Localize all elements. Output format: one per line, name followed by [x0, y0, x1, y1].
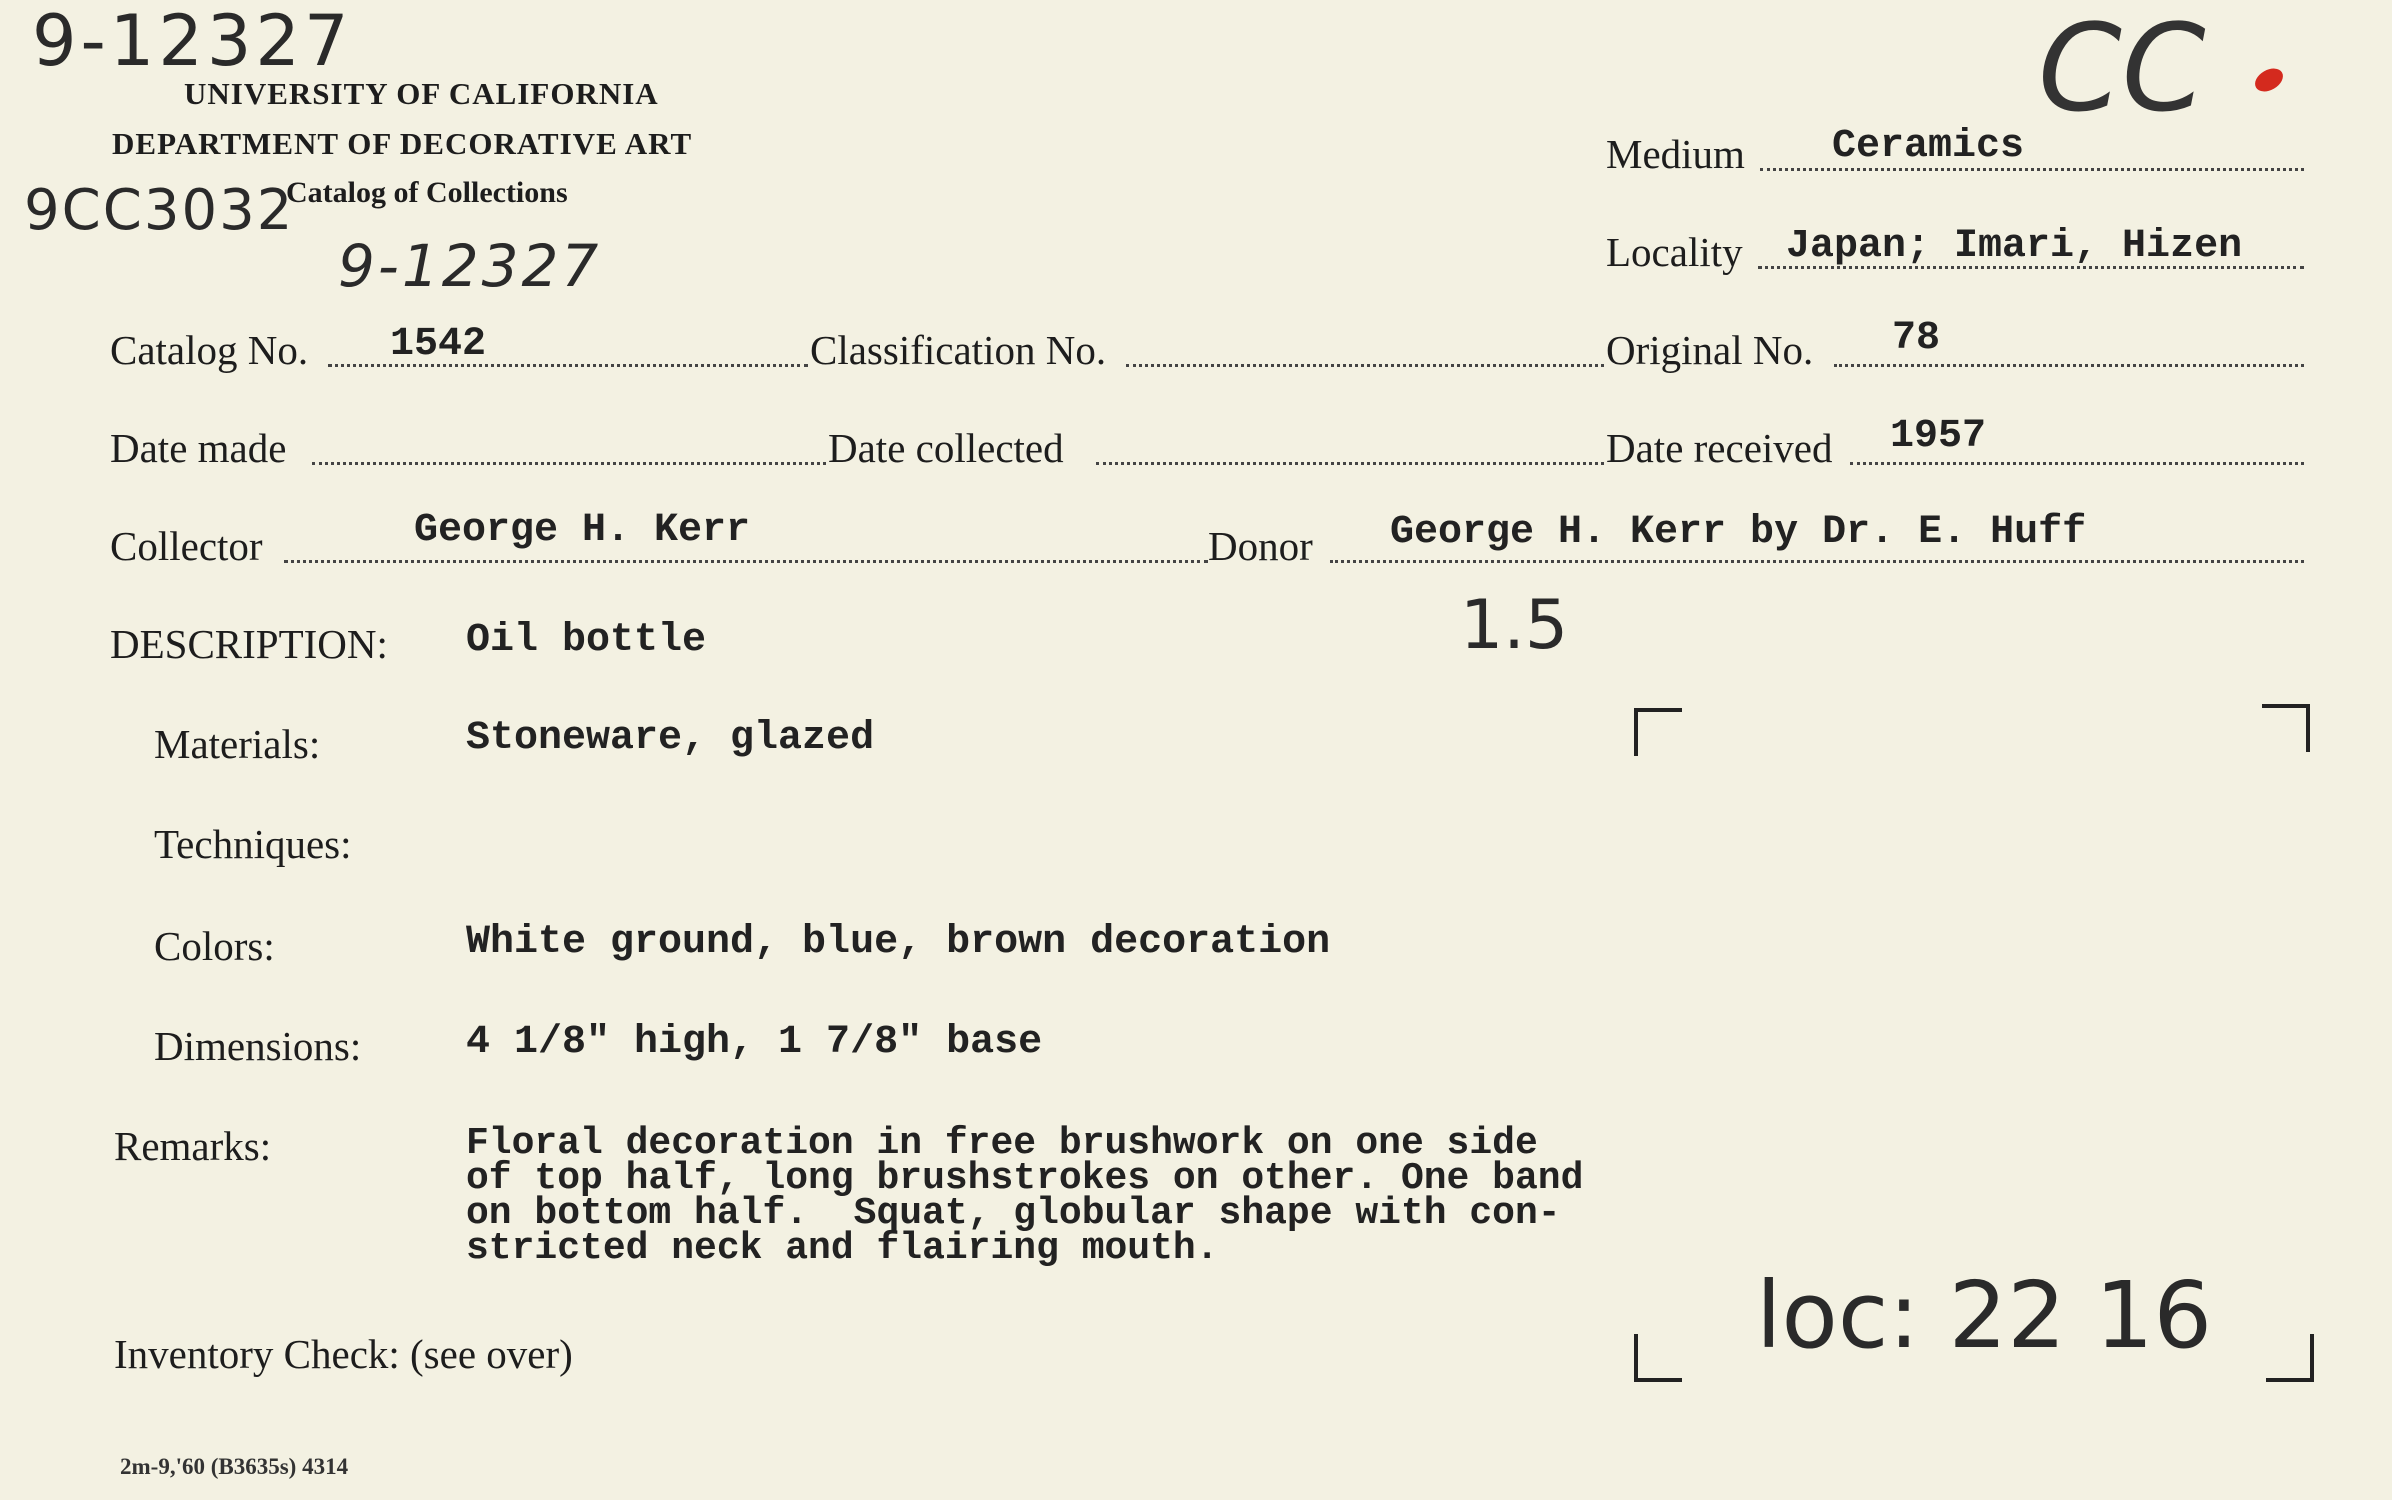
date-collected-line [1096, 462, 1604, 465]
collector-line [284, 560, 1208, 563]
date-received-value: 1957 [1890, 414, 1987, 459]
photo-corner-top-left [1634, 708, 1682, 756]
original-no-label: Original No. [1606, 327, 1814, 373]
collector-label: Collector [110, 523, 263, 569]
remarks-label: Remarks: [114, 1123, 272, 1169]
locality-label: Locality [1606, 229, 1743, 275]
locality-value: Japan; Imari, Hizen [1786, 224, 2243, 269]
classification-no-line [1126, 364, 1604, 367]
handwritten-dimension-note: 1.5 [1460, 586, 1569, 665]
handwritten-location-note: loc: 22 16 [1756, 1262, 2213, 1369]
donor-line [1330, 560, 2304, 563]
handwritten-top-number: 9-12327 [32, 0, 353, 82]
inventory-check-label: Inventory Check: (see over) [114, 1331, 573, 1377]
collector-value: George H. Kerr [414, 508, 751, 553]
red-ink-dot [2251, 64, 2287, 96]
original-no-line [1834, 364, 2304, 367]
catalog-no-label: Catalog No. [110, 327, 309, 373]
date-received-line [1850, 462, 2304, 465]
remarks-block [466, 1122, 1584, 1270]
date-made-line [312, 462, 826, 465]
remarks-line: Floral decoration in free brushwork on one side [466, 1122, 1538, 1165]
photo-corner-bottom-right [2266, 1334, 2314, 1382]
donor-value: George H. Kerr by Dr. E. Huff [1390, 510, 2087, 555]
materials-label: Materials: [154, 721, 321, 767]
original-no-value: 78 [1892, 316, 1941, 361]
print-code: 2m-9,'60 (B3635s) 4314 [120, 1454, 349, 1479]
remarks-line: on bottom half. Squat, globular shape with con- [466, 1192, 1561, 1235]
catalog-no-value: 1542 [390, 322, 487, 367]
handwritten-side-code: 9CC3032 [24, 178, 295, 243]
remarks-line: of top half, long brushstrokes on other. One band [466, 1157, 1584, 1200]
department-name: DEPARTMENT OF DECORATIVE ART [112, 126, 693, 161]
dimensions-label: Dimensions: [154, 1023, 362, 1069]
handwritten-second-number: 9-12327 [338, 232, 602, 300]
description-value: Oil bottle [466, 618, 707, 663]
dimensions-value: 4 1/8" high, 1 7/8" base [466, 1020, 1043, 1065]
classification-no-label: Classification No. [810, 327, 1107, 373]
date-made-label: Date made [110, 425, 287, 471]
photo-corner-top-right [2262, 704, 2310, 752]
handwritten-cc-mark: CC [2038, 0, 2206, 139]
university-name: UNIVERSITY OF CALIFORNIA [184, 76, 659, 111]
colors-label: Colors: [154, 923, 275, 969]
remarks-line: stricted neck and flairing mouth. [466, 1227, 1219, 1270]
medium-label: Medium [1606, 131, 1745, 177]
donor-label: Donor [1208, 523, 1313, 569]
description-label: DESCRIPTION: [110, 621, 388, 667]
materials-value: Stoneware, glazed [466, 716, 875, 761]
medium-value: Ceramics [1832, 124, 2025, 169]
date-collected-label: Date collected [828, 425, 1064, 471]
catalog-subtitle: Catalog of Collections [286, 176, 568, 209]
techniques-label: Techniques: [154, 821, 352, 867]
photo-corner-bottom-left [1634, 1334, 1682, 1382]
date-received-label: Date received [1606, 425, 1833, 471]
colors-value: White ground, blue, brown decoration [466, 920, 1331, 965]
